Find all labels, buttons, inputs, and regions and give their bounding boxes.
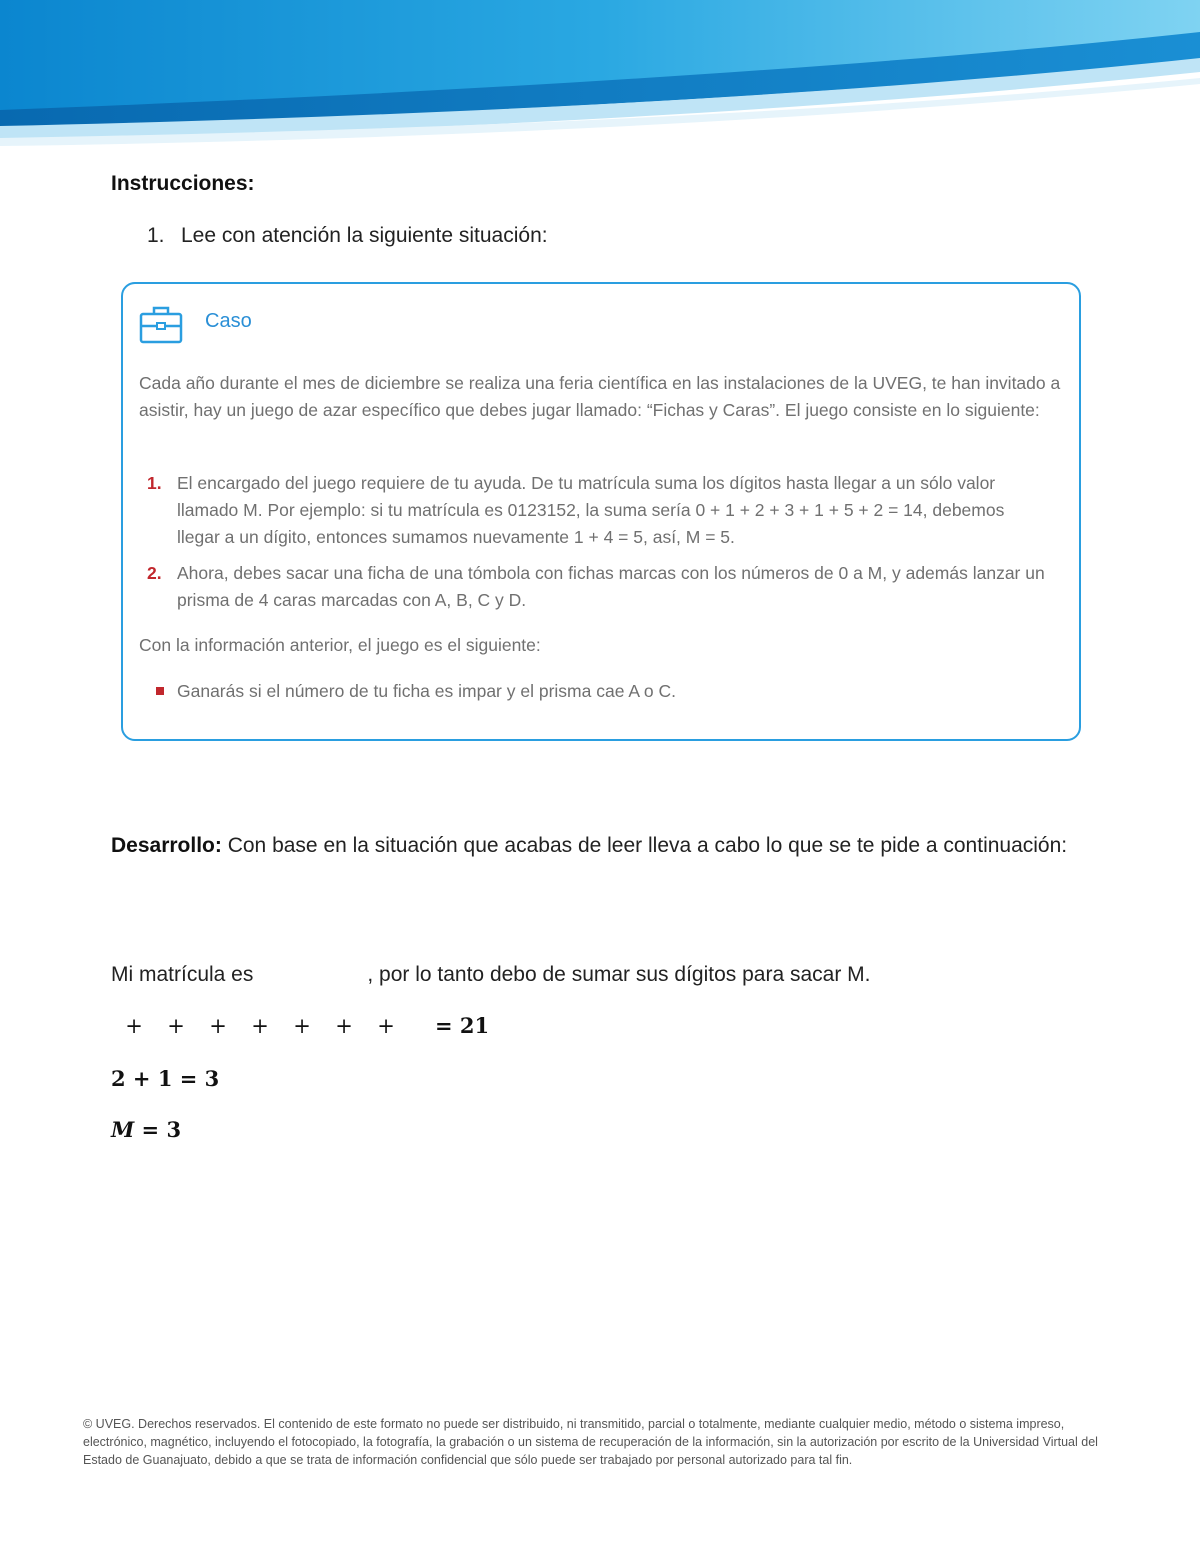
plus-sign: + [251,1014,269,1038]
instruction-step-1 [147,224,548,248]
case-intro: Cada año durante el mes de diciembre se realiza una feria científica en las instalaciones de la UVEG, te han invitado a asistir, hay un juego de azar específico que debes jugar llamado: “Fichas y Caras”. El juego consiste en lo siguiente: [139,373,1061,420]
plus-sign: + [293,1014,311,1038]
header-banner [0,0,1200,150]
matricula-suffix: , por lo tanto debo de sumar sus dígitos para sacar M. [367,963,871,986]
matricula-line [111,963,870,987]
plus-sign: + [125,1014,143,1038]
matricula-prefix: Mi matrícula es [111,963,254,986]
desarrollo-text: Con base en la situación que acabas de leer lleva a cabo lo que se te pide a continuación: [221,834,1068,857]
case-after-text: Con la información anterior, el juego es el siguiente: [139,635,541,655]
list-text: El encargado del juego requiere de tu ayuda. De tu matrícula suma los dígitos hasta llegar a un sólo valor llamado M. Por ejemplo: si tu matrícula es 0123152, la suma sería 0 + 1 + 2 + 3 + 1 + 5 + 2 = 14, debemos llegar a un dígito, entonces sumamos nuevamente 1 + 4 = 5, así, M = 5. [177,473,1005,547]
plus-sign: + [377,1014,395,1038]
desarrollo-label: Desarrollo: [111,834,222,857]
list-text: Ahora, debes sacar una ficha de una tómbola con fichas marcas con los números de 0 a M, y además lanzar un prisma de 4 caras marcadas con A, B, C y D. [177,563,1045,610]
step-number: 1. [147,224,165,247]
equation-m [111,1117,181,1142]
plus-sign: + [209,1014,227,1038]
list-number: 1. [147,473,162,493]
equation-digit-sum [113,1013,489,1038]
sum-result: = 21 [435,1013,490,1038]
briefcase-icon [137,300,185,348]
plus-sign: + [335,1014,353,1038]
equation-reduce: 2 + 1 = 3 [111,1066,220,1091]
m-value: = 3 [134,1117,182,1142]
list-number: 2. [147,563,162,583]
instructions-title: Instrucciones: [111,172,255,195]
m-variable: M [111,1117,135,1142]
copyright-footer: © UVEG. Derechos reservados. El contenido de este formato no puede ser distribuido, ni transmitido, parcial o totalmente, mediante cualquier medio, método o sistema impreso, electrónico, magnético, incluyendo el fotocopiado, la fotografía, la grabación o un sistema de recuperación de la información, sin la autorización por escrito de la Universidad Virtual del Estado de Guanajuato, debido a que se trata de información confidencial que sólo puede ser trabajado por personal autorizado para tal fin. [83,1417,1098,1467]
bullet-square-icon [156,687,164,695]
step-text: Lee con atención la siguiente situación: [181,224,548,247]
plus-sign: + [167,1014,185,1038]
case-title: Caso [205,310,252,332]
case-box [121,282,1081,741]
bullet-text: Ganarás si el número de tu ficha es impar y el prisma cae A o C. [177,681,676,701]
desarrollo-paragraph [111,830,1089,861]
